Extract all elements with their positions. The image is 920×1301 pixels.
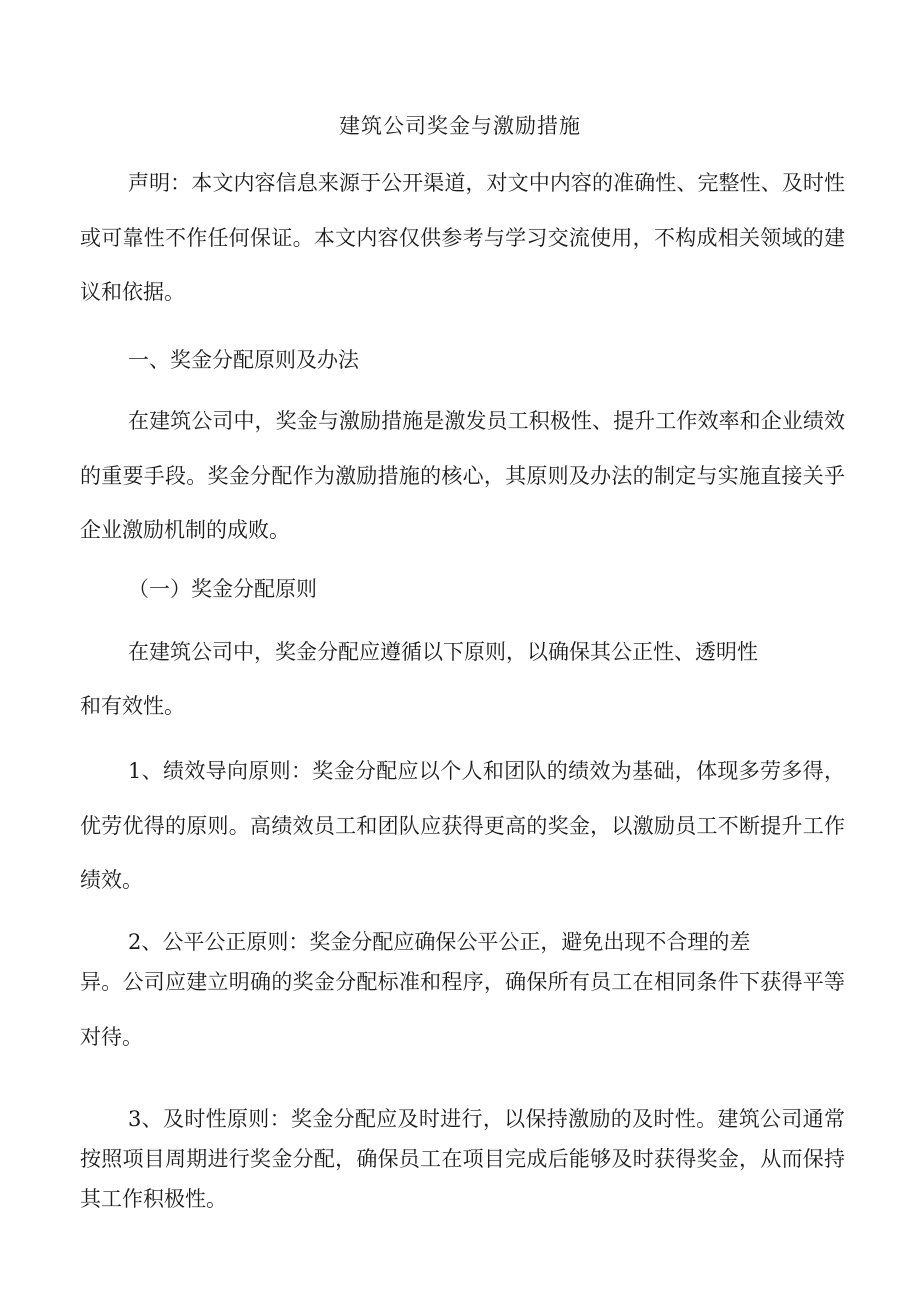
principle-1-paragraph: 1、绩效导向原则：奖金分配应以个人和团队的绩效为基础，体现多劳多得，优劳优得的原则。高绩效员工和团队应获得更高的奖金，以激励员工不断提升工作绩效。: [80, 759, 845, 892]
principles-intro-line1: 在建筑公司中，奖金分配应遵循以下原则，以确保其公正性、透明性: [128, 640, 758, 664]
section-heading-1: 一、奖金分配原则及办法: [128, 348, 359, 372]
subsection-heading-1: （一）奖金分配原则: [128, 577, 317, 601]
principle-2-rest: 异。公司应建立明确的奖金分配标准和程序，确保所有员工在相同条件下获得平等对待。: [80, 970, 845, 1049]
principle-3-paragraph: 3、及时性原则：奖金分配应及时进行，以保持激励的及时性。建筑公司通常按照项目周期进行奖金分配，确保员工在项目完成后能够及时获得奖金，从而保持其工作积极性。: [80, 1107, 845, 1211]
principle-2-line1: 2、公平公正原则：奖金分配应确保公平公正，避免出现不合理的差: [128, 930, 751, 954]
document-title: 建筑公司奖金与激励措施: [339, 114, 581, 138]
principles-intro-line2: 和有效性。: [80, 694, 185, 718]
section1-intro-paragraph: 在建筑公司中，奖金与激励措施是激发员工积极性、提升工作效率和企业绩效的重要手段。奖金分配作为激励措施的核心，其原则及办法的制定与实施直接关乎企业激励机制的成败。: [80, 409, 845, 542]
disclaimer-paragraph: 声明：本文内容信息来源于公开渠道，对文中内容的准确性、完整性、及时性或可靠性不作任何保证。本文内容仅供参考与学习交流使用，不构成相关领域的建议和依据。: [80, 171, 845, 304]
